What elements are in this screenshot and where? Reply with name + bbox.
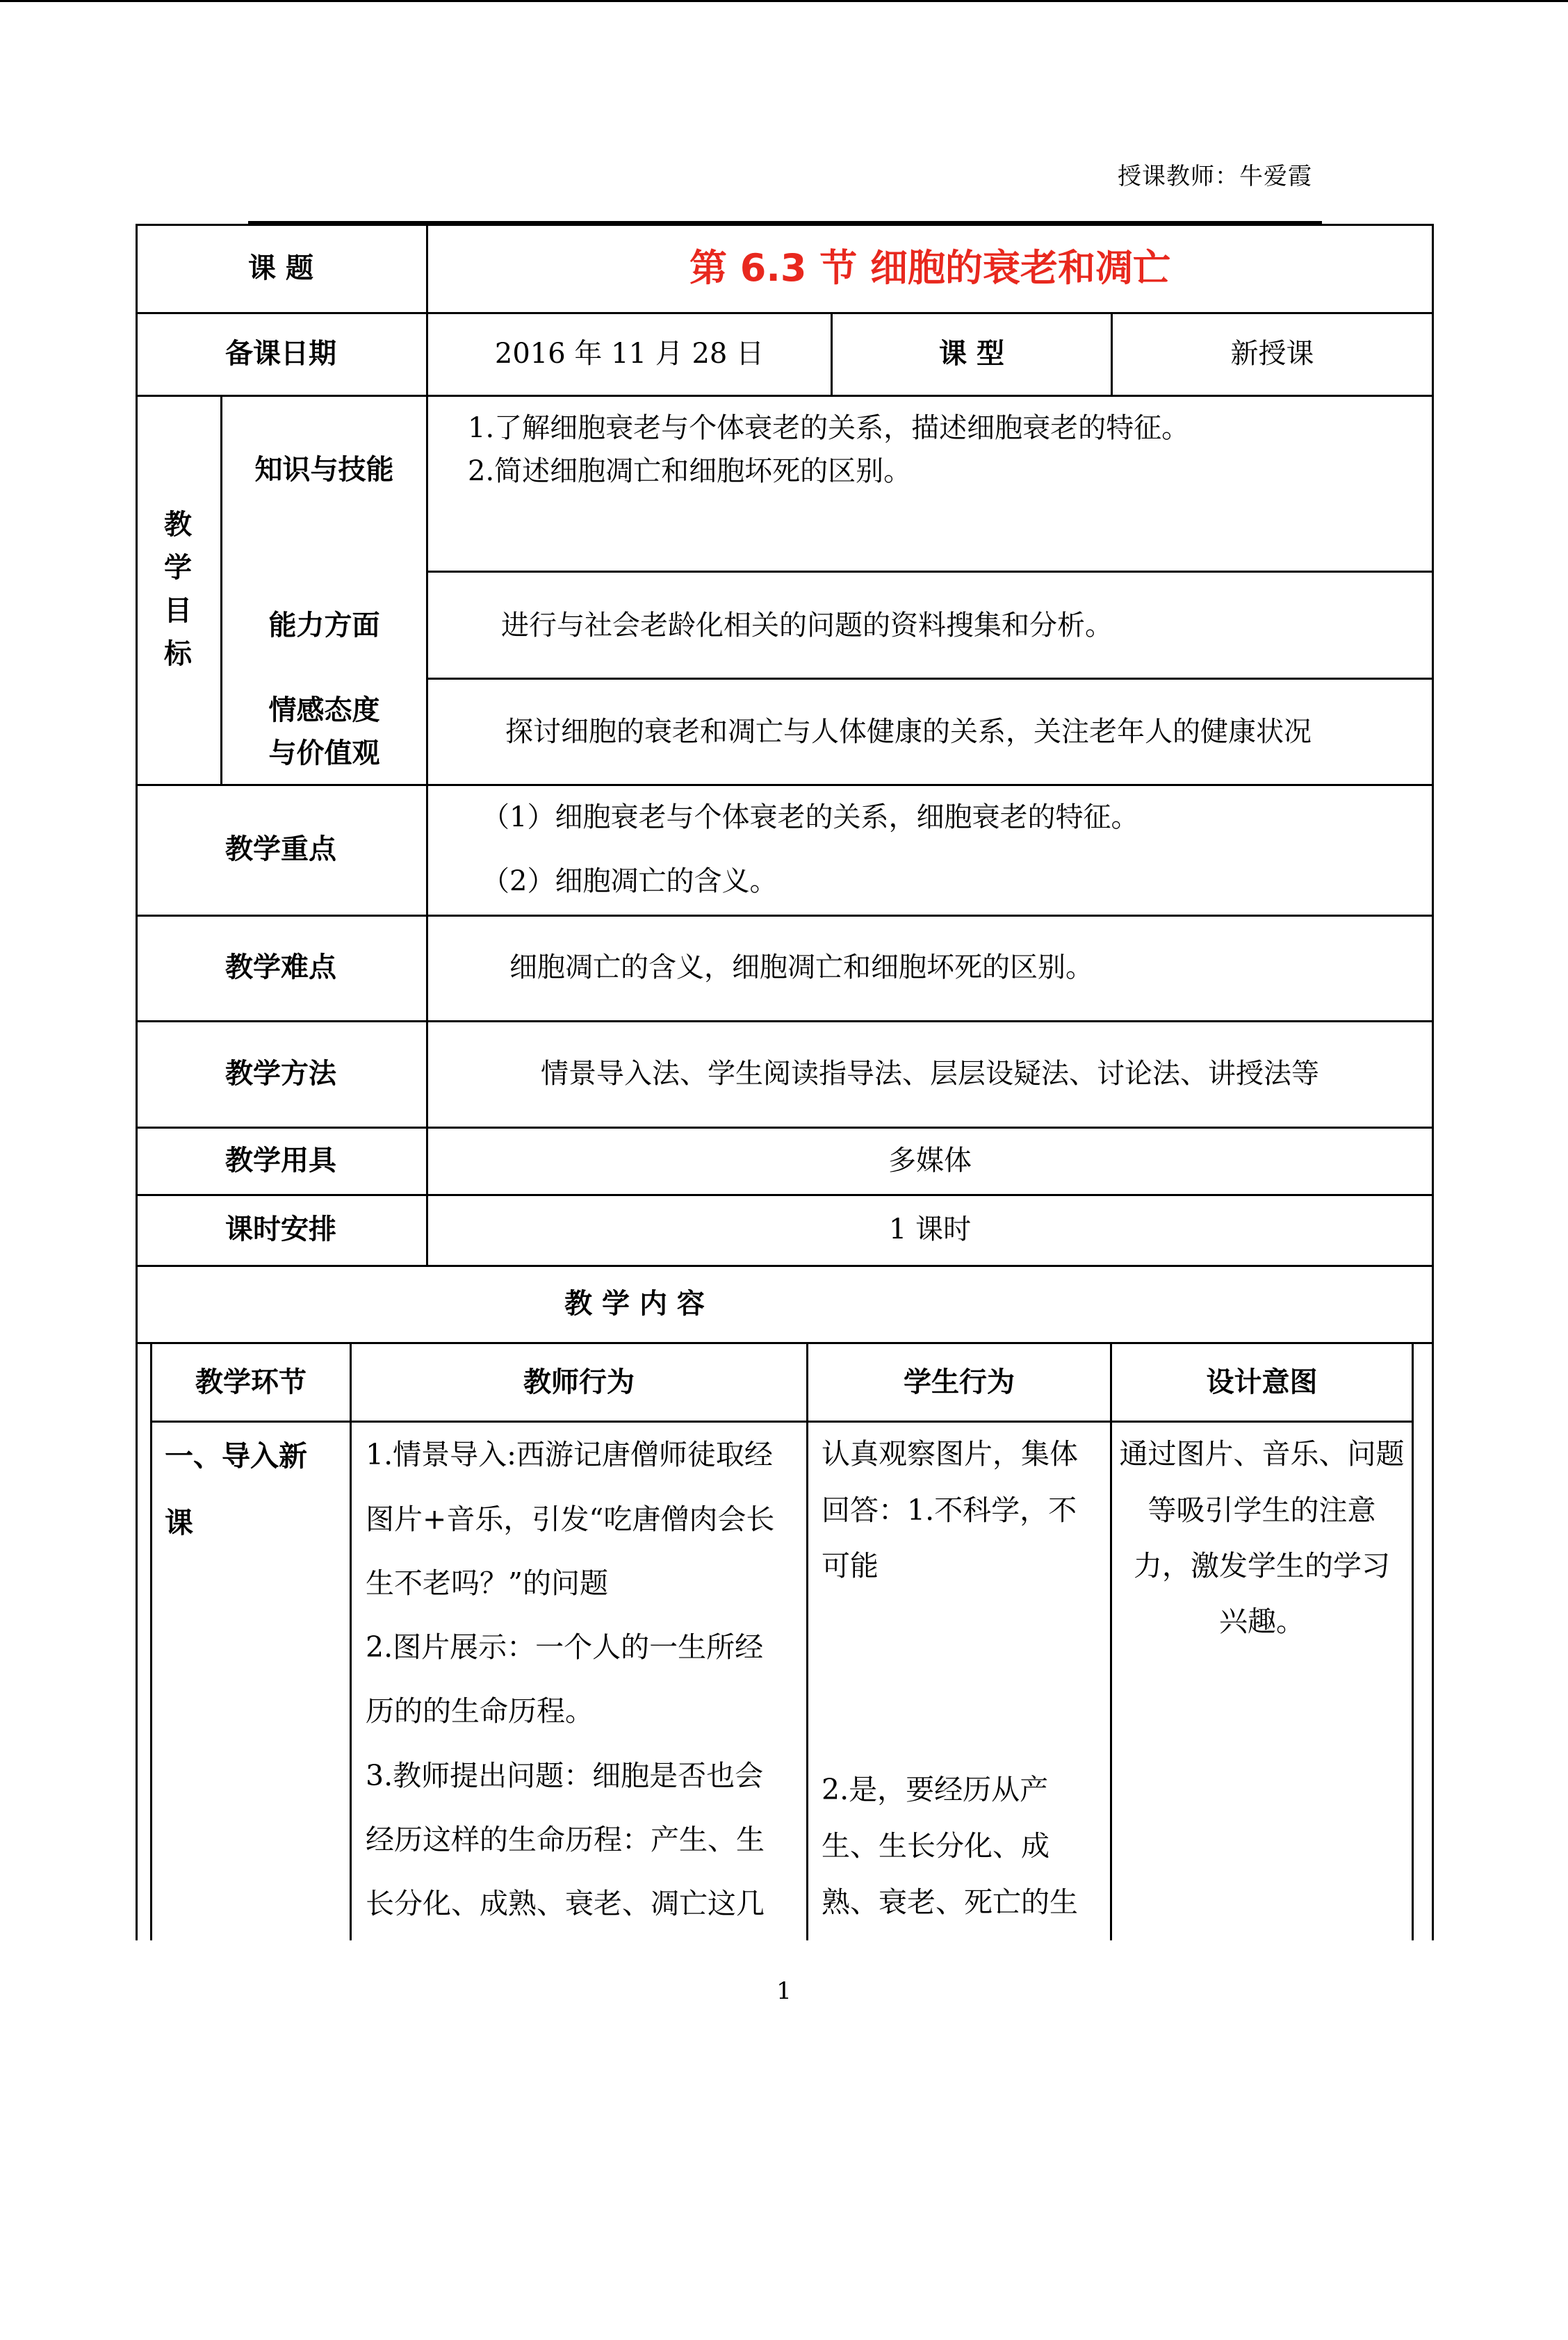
stage-line: 课 bbox=[165, 1506, 193, 1539]
ability-objective: 进行与社会老龄化相关的问题的资料搜集和分析。 bbox=[501, 609, 1113, 641]
lesson-type-label: 课 型 bbox=[939, 337, 1004, 370]
intent-line: 兴趣。 bbox=[1219, 1605, 1305, 1638]
objectives-label-char: 学 bbox=[164, 552, 192, 584]
teacher-line: 经历这样的生命历程：产生、生 bbox=[366, 1823, 765, 1856]
emotion-label-line: 情感态度 bbox=[268, 694, 380, 726]
page-number: 1 bbox=[776, 1977, 792, 2005]
content-header-stage: 教学环节 bbox=[195, 1366, 307, 1398]
schedule-value: 1 课时 bbox=[888, 1213, 972, 1245]
teacher-line: 图片+音乐，引发“吃唐僧肉会长 bbox=[366, 1503, 775, 1536]
knowledge-line: 2.简述细胞凋亡和细胞坏死的区别。 bbox=[468, 455, 912, 487]
student-line: 2.是，要经历从产 bbox=[822, 1773, 1049, 1806]
difficulties-label: 教学难点 bbox=[225, 951, 336, 983]
teacher-line: 3.教师提出问题：细胞是否也会 bbox=[366, 1759, 764, 1792]
topic-label: 课 题 bbox=[248, 252, 313, 284]
knowledge-label: 知识与技能 bbox=[254, 454, 394, 486]
teacher-line: 1.情景导入:西游记唐僧师徒取经 bbox=[366, 1438, 773, 1471]
teacher-line: 长分化、成熟、衰老、凋亡这几 bbox=[366, 1887, 765, 1920]
student-line: 回答：1.不科学，不 bbox=[822, 1494, 1077, 1527]
objectives-label-char: 标 bbox=[164, 638, 192, 670]
intent-line: 力，激发学生的学习 bbox=[1134, 1549, 1390, 1582]
ability-label: 能力方面 bbox=[268, 609, 380, 641]
knowledge-line: 1.了解细胞衰老与个体衰老的关系，描述细胞衰老的特征。 bbox=[468, 412, 1190, 444]
student-line: 可能 bbox=[822, 1549, 879, 1582]
schedule-label: 课时安排 bbox=[225, 1213, 336, 1245]
prep-date-label: 备课日期 bbox=[225, 337, 336, 370]
teacher-line: 历的的生命历程。 bbox=[366, 1694, 594, 1728]
objectives-label-char: 目 bbox=[164, 595, 192, 627]
student-line: 熟、衰老、死亡的生 bbox=[822, 1885, 1078, 1919]
topic-title: 第 6.3 节 细胞的衰老和凋亡 bbox=[689, 246, 1171, 290]
emotion-label-line: 与价值观 bbox=[268, 737, 380, 769]
intent-line: 等吸引学生的注意 bbox=[1148, 1494, 1376, 1527]
content-rule bbox=[350, 1342, 352, 1940]
key-point-line: （2）细胞凋亡的含义。 bbox=[482, 865, 778, 897]
tools-label: 教学用具 bbox=[225, 1144, 336, 1177]
content-rule bbox=[150, 1342, 152, 1940]
key-point-line: （1）细胞衰老与个体衰老的关系，细胞衰老的特征。 bbox=[482, 801, 1139, 833]
table-border-right bbox=[1432, 224, 1434, 1940]
content-rule bbox=[806, 1342, 808, 1940]
objectives-label bbox=[136, 395, 220, 784]
content-header-intent: 设计意图 bbox=[1206, 1366, 1318, 1398]
intent-line: 通过图片、音乐、问题 bbox=[1119, 1437, 1405, 1471]
teacher-line: 2.图片展示：一个人的一生所经 bbox=[366, 1630, 764, 1664]
teacher-name: 授课教师：牛爱霞 bbox=[1118, 163, 1312, 190]
key-points-label: 教学重点 bbox=[225, 833, 336, 865]
student-line: 认真观察图片，集体 bbox=[822, 1437, 1078, 1471]
content-rule bbox=[1412, 1342, 1414, 1940]
content-header-student: 学生行为 bbox=[904, 1366, 1015, 1398]
emotion-label bbox=[222, 680, 426, 784]
student-line: 生、生长分化、成 bbox=[822, 1829, 1050, 1863]
content-rule-header bbox=[150, 1421, 1414, 1423]
key-points bbox=[482, 784, 1427, 915]
lesson-type-value: 新授课 bbox=[1230, 337, 1314, 370]
content-title: 教 学 内 容 bbox=[564, 1287, 705, 1320]
difficulties-value: 细胞凋亡的含义，细胞凋亡和细胞坏死的区别。 bbox=[509, 951, 1093, 983]
teacher-line: 生不老吗？”的问题 bbox=[366, 1566, 608, 1600]
page-top-border bbox=[0, 0, 1568, 2]
lesson-plan-table bbox=[136, 224, 1434, 1940]
stage-line: 一、导入新 bbox=[165, 1439, 307, 1473]
knowledge-objectives bbox=[468, 404, 1427, 495]
objectives-label-char: 教 bbox=[164, 509, 192, 541]
emotion-objective: 探讨细胞的衰老和凋亡与人体健康的关系，关注老年人的健康状况 bbox=[505, 716, 1312, 748]
content-header-teacher: 教师行为 bbox=[523, 1366, 635, 1398]
methods-label: 教学方法 bbox=[225, 1057, 336, 1090]
methods-value: 情景导入法、学生阅读指导法、层层设疑法、讨论法、讲授法等 bbox=[541, 1057, 1319, 1090]
tools-value: 多媒体 bbox=[888, 1144, 972, 1177]
prep-date-value: 2016 年 11 月 28 日 bbox=[494, 337, 765, 370]
